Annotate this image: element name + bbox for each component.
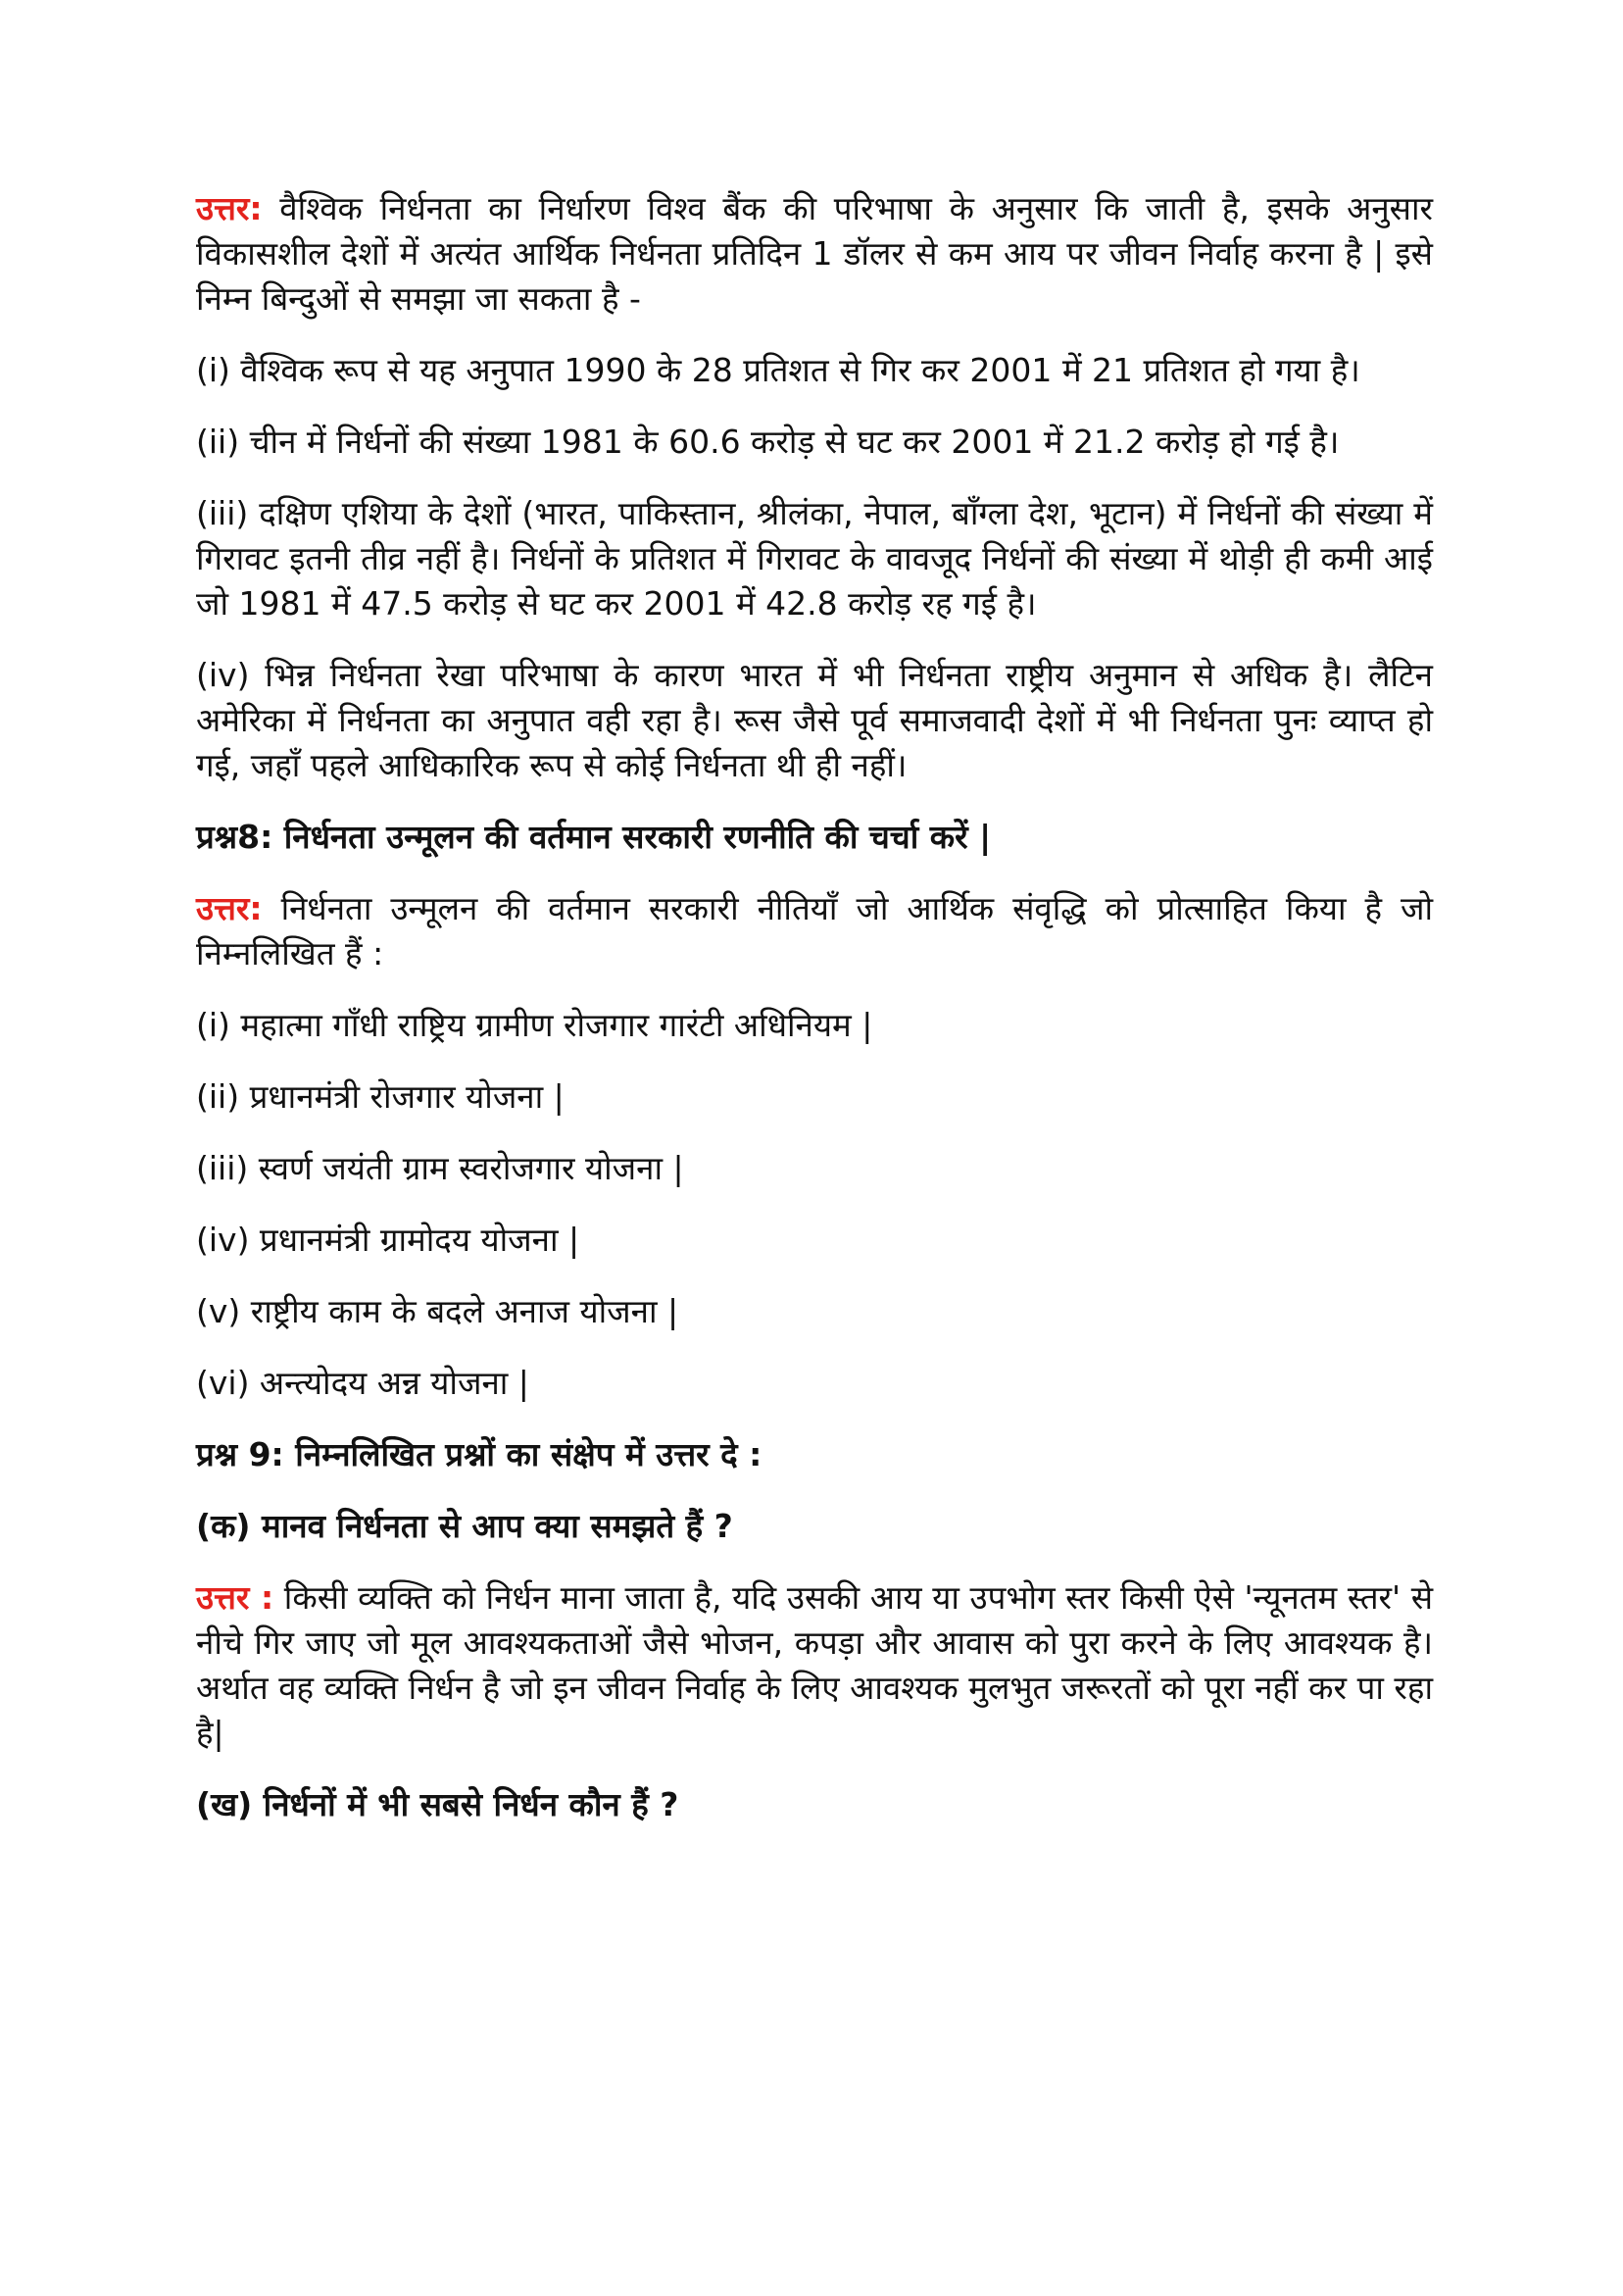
answer-text: निर्धनता उन्मूलन की वर्तमान सरकारी नीतियाँ जो आर्थिक संवृद्धि को प्रोत्साहित किया है जो निम्नलिखित हैं : <box>196 889 1433 973</box>
answer-label: उत्तर: <box>196 189 263 227</box>
question-9-heading: प्रश्न 9: निम्नलिखित प्रश्नों का संक्षेप में उत्तर दे : <box>196 1435 762 1473</box>
scheme-item-6: (vi) अन्त्योदय अन्न योजना | <box>196 1364 529 1402</box>
scheme-item-4: (iv) प्रधानमंत्री ग्रामोदय योजना | <box>196 1221 580 1259</box>
document-page <box>196 186 1433 1854</box>
q7-point-2: (ii) चीन में निर्धनों की संख्या 1981 के 60.6 करोड़ से घट कर 2001 में 21.2 करोड़ हो गई है। <box>196 423 1340 461</box>
q8-answer <box>196 886 1433 976</box>
q7-point-1: (i) वैश्विक रूप से यह अनुपात 1990 के 28 प्रतिशत से गिर कर 2001 में 21 प्रतिशत हो गया है। <box>196 351 1360 389</box>
scheme-item-1: (i) महात्मा गाँधी राष्ट्रिय ग्रामीण रोजगार गारंटी अधिनियम | <box>196 1006 873 1044</box>
scheme-item-2: (ii) प्रधानमंत्री रोजगार योजना | <box>196 1077 565 1116</box>
q7-answer-intro <box>196 186 1433 322</box>
q9a-answer <box>196 1575 1433 1756</box>
answer-text: वैश्विक निर्धनता का निर्धारण विश्व बैंक की परिभाषा के अनुसार कि जाती है, इसके अनुसार विकासशील देशों में अत्यंत आर्थिक निर्धनता प्रतिदिन 1 डॉलर से कम आय पर जीवन निर्वाह करना है | इसे निम्न बिन्दुओं से समझा जा सकता है - <box>196 189 1433 318</box>
question-8-heading: प्रश्न8: निर्धनता उन्मूलन की वर्तमान सरकारी रणनीति की चर्चा करें | <box>196 818 992 856</box>
question-9b-heading: (ख) निर्धनों में भी सबसे निर्धन कौन हैं ? <box>196 1785 679 1823</box>
scheme-item-3: (iii) स्वर्ण जयंती ग्राम स्वरोजगार योजना | <box>196 1149 684 1187</box>
question-9a-heading: (क) मानव निर्धनता से आप क्या समझते हैं ? <box>196 1507 733 1545</box>
q7-point-3: (iii) दक्षिण एशिया के देशों (भारत, पाकिस्तान, श्रीलंका, नेपाल, बाँग्ला देश, भूटान) में निर्धनों की संख्या में गिरावट इतनी तीव्र नहीं है। निर्धनों के प्रतिशत में गिरावट के वावजूद निर्धनों की संख्या में थोड़ी ही कमी आई जो 1981 में 47.5 करोड़ से घट कर 2001 में 42.8 करोड़ रह गई है। <box>196 494 1433 623</box>
answer-label: उत्तर: <box>196 889 263 927</box>
answer-label: उत्तर : <box>196 1578 274 1617</box>
answer-text: किसी व्यक्ति को निर्धन माना जाता है, यदि उसकी आय या उपभोग स्तर किसी ऐसे 'न्यूनतम स्तर' से नीचे गिर जाए जो मूल आवश्यकताओं जैसे भोजन, कपड़ा और आवास को पुरा करने के लिए आवश्यक है। अर्थात वह व्यक्ति निर्धन है जो इन जीवन निर्वाह के लिए आवश्यक मुलभुत जरूरतों को पूरा नहीं कर पा रहा है| <box>196 1578 1433 1752</box>
scheme-item-5: (v) राष्ट्रीय काम के बदले अनाज योजना | <box>196 1292 679 1330</box>
q7-point-4: (iv) भिन्न निर्धनता रेखा परिभाषा के कारण भारत में भी निर्धनता राष्ट्रीय अनुमान से अधिक है। लैटिन अमेरिका में निर्धनता का अनुपात वही रहा है। रूस जैसे पूर्व समाजवादी देशों में भी निर्धनता पुनः व्याप्त हो गई, जहाँ पहले आधिकारिक रूप से कोई निर्धनता थी ही नहीं। <box>196 656 1433 784</box>
